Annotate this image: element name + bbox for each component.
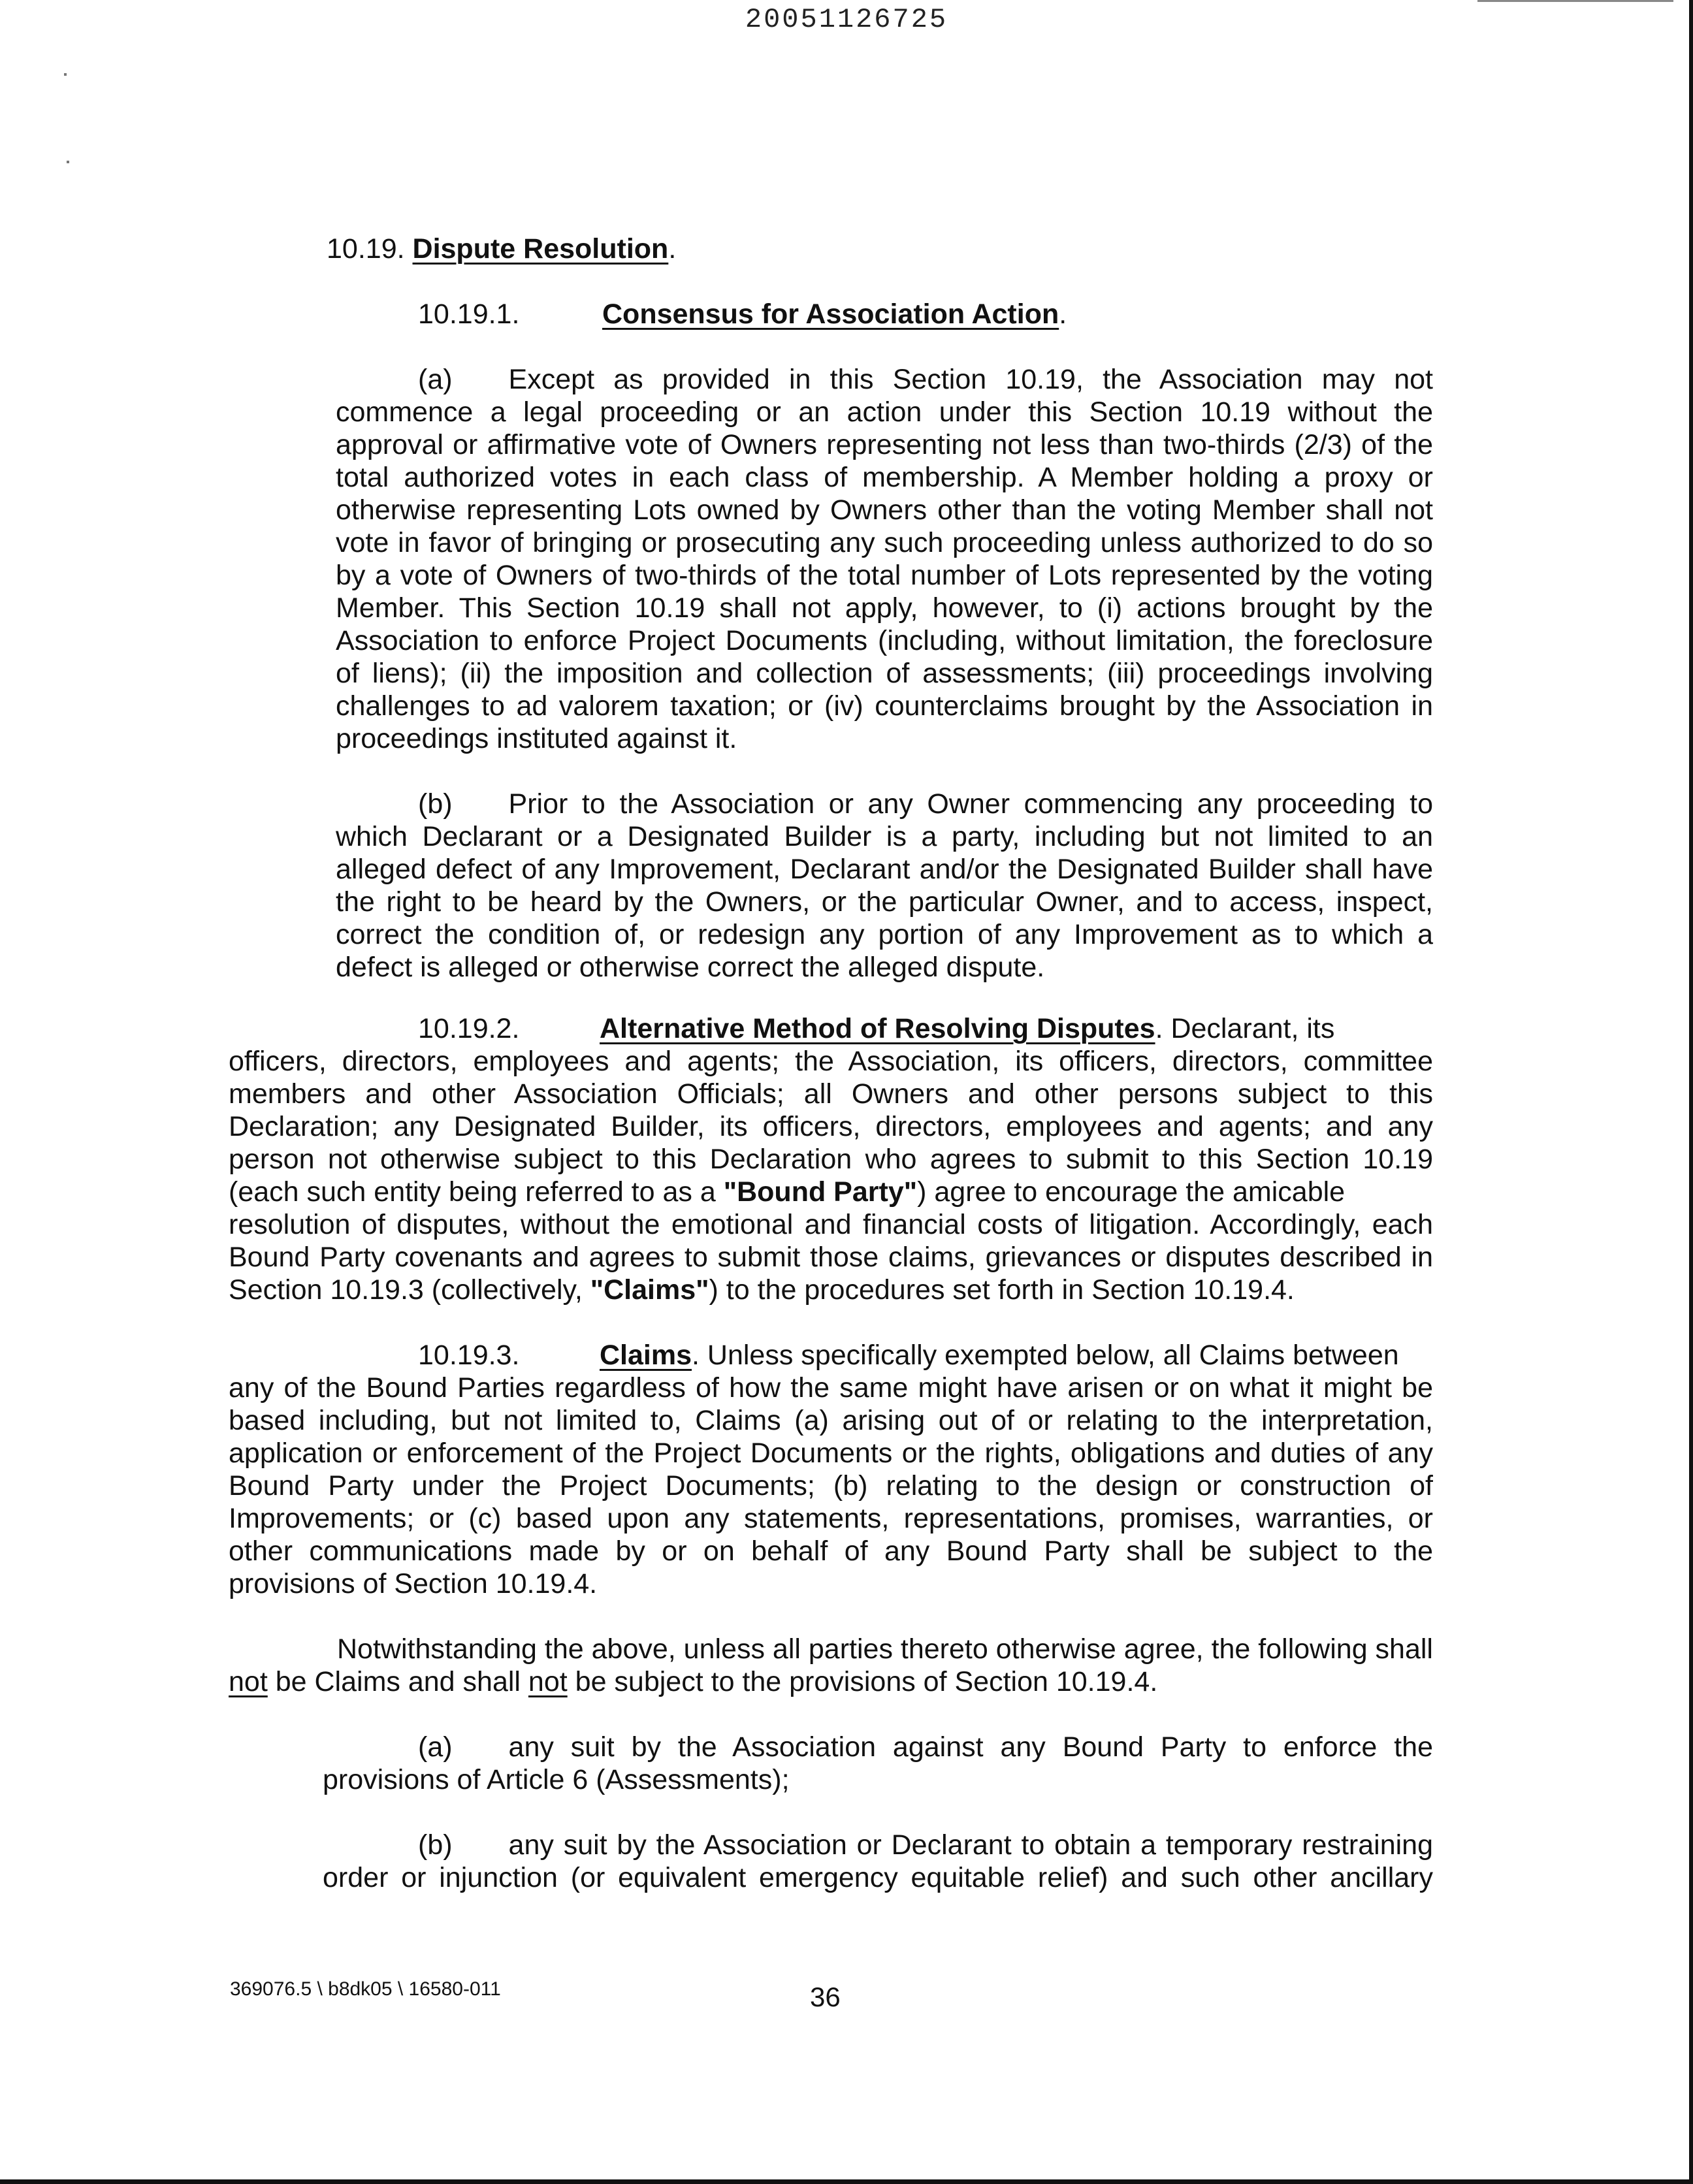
section-title: Alternative Method of Resolving Disputes bbox=[600, 1013, 1155, 1044]
section-title: Claims bbox=[600, 1340, 692, 1371]
paragraph-a-line: proceedings instituted against it. bbox=[336, 723, 737, 754]
paragraph-b-line: the right to be heard by the Owners, or the particular Owner, and to access, inspect, bbox=[336, 886, 1433, 918]
scan-speck bbox=[67, 161, 69, 163]
section-number-10-19-3: 10.19.3. bbox=[418, 1340, 520, 1371]
section-10-19-2-line: (each such entity being referred to as a "Bound Party") agree to encourage the amicable bbox=[229, 1176, 1346, 1208]
section-10-19-3-line: other communications made by or on behalf of any Bound Party shall be subject to the bbox=[229, 1535, 1433, 1567]
section-number-10-19-2: 10.19.2. bbox=[418, 1013, 520, 1044]
section-10-19-2-line: person not otherwise subject to this Declaration who agrees to submit to this Section 10.19 bbox=[229, 1144, 1433, 1175]
section-title: Consensus for Association Action bbox=[602, 298, 1059, 330]
paragraph-a-line: commence a legal proceeding or an action under this Section 10.19 without the bbox=[336, 396, 1433, 428]
scan-edge-mark bbox=[1477, 0, 1673, 2]
section-10-19-3-line: provisions of Section 10.19.4. bbox=[229, 1568, 598, 1599]
page-number: 36 bbox=[810, 1982, 841, 2012]
defined-term-claims: "Claims" bbox=[590, 1274, 709, 1306]
scan-border-bottom bbox=[0, 2179, 1693, 2184]
section-10-19-2-line: officers, directors, employees and agents; the Association, its officers, directors, committee bbox=[229, 1046, 1433, 1077]
paragraph-b-line: alleged defect of any Improvement, Declarant and/or the Designated Builder shall have bbox=[336, 854, 1433, 885]
paragraph-b-line: which Declarant or a Designated Builder is a party, including but not limited to an bbox=[336, 821, 1433, 852]
paragraph-a-line: of liens); (ii) the imposition and collection of assessments; (iii) proceedings involving bbox=[336, 658, 1433, 689]
document-number: 20051126725 bbox=[745, 4, 948, 35]
section-10-19-3-line: any of the Bound Parties regardless of how the same might have arisen or on what it might be bbox=[229, 1372, 1433, 1404]
scan-border-right bbox=[1689, 0, 1693, 2184]
section-10-19-3-line: Improvements; or (c) based upon any statements, representations, promises, warranties, or bbox=[229, 1503, 1433, 1534]
section-10-19-2-line: members and other Association Officials; all Owners and other persons subject to this bbox=[229, 1078, 1433, 1110]
section-10-19-3-line: based including, but not limited to, Claims (a) arising out of or relating to the interpretation, bbox=[229, 1405, 1433, 1436]
section-10-19-3-line: application or enforcement of the Project Documents or the rights, obligations and duties of any bbox=[229, 1437, 1433, 1469]
section-10-19-3-line: Bound Party under the Project Documents; (b) relating to the design or construction of bbox=[229, 1470, 1433, 1502]
exemption-b-line: (b) any suit by the Association or Declarant to obtain a temporary restraining bbox=[418, 1829, 1433, 1861]
section-10-19-2-first-line: Alternative Method of Resolving Disputes. Declarant, its bbox=[600, 1013, 1335, 1044]
paragraph-a-line: (a) Except as provided in this Section 10.19, the Association may not bbox=[418, 364, 1433, 395]
exemption-a-line: (a) any suit by the Association against any Bound Party to enforce the bbox=[418, 1731, 1433, 1763]
notwithstanding-line: not be Claims and shall not be subject to the provisions of Section 10.19.4. bbox=[229, 1666, 1158, 1697]
exemption-b-line: order or injunction (or equivalent emergency equitable relief) and such other ancillary bbox=[323, 1862, 1433, 1893]
section-10-19-3-first-line: Claims. Unless specifically exempted below, all Claims between bbox=[600, 1340, 1399, 1371]
section-heading-10-19-1 bbox=[418, 298, 519, 330]
paragraph-a-line: challenges to ad valorem taxation; or (iv) counterclaims brought by the Association in bbox=[336, 690, 1433, 722]
paragraph-a-line: by a vote of Owners of two-thirds of the total number of Lots represented by the voting bbox=[336, 560, 1433, 591]
section-number: 10.19. bbox=[327, 233, 405, 265]
defined-term-bound-party: "Bound Party" bbox=[723, 1176, 918, 1208]
exemption-a-line: provisions of Article 6 (Assessments); bbox=[323, 1764, 790, 1795]
footer-document-id: 369076.5 \ b8dk05 \ 16580-011 bbox=[230, 1978, 501, 2000]
section-10-19-2-line: Declaration; any Designated Builder, its officers, directors, employees and agents; and any bbox=[229, 1111, 1433, 1142]
paragraph-a-line: approval or affirmative vote of Owners representing not less than two-thirds (2/3) of the bbox=[336, 429, 1433, 460]
section-number: 10.19.1. bbox=[418, 298, 520, 330]
paragraph-b-line: defect is alleged or otherwise correct the alleged dispute. bbox=[336, 952, 1045, 983]
section-10-19-2-line: Bound Party covenants and agrees to submit those claims, grievances or disputes described in bbox=[229, 1242, 1433, 1273]
section-title: Dispute Resolution bbox=[412, 233, 669, 265]
paragraph-a-line: Association to enforce Project Documents (including, without limitation, the foreclosure bbox=[336, 625, 1433, 656]
notwithstanding-line: Notwithstanding the above, unless all parties thereto otherwise agree, the following shall bbox=[337, 1633, 1433, 1665]
paragraph-a-line: total authorized votes in each class of membership. A Member holding a proxy or bbox=[336, 462, 1433, 493]
section-10-19-2-line: Section 10.19.3 (collectively, "Claims") to the procedures set forth in Section 10.19.4. bbox=[229, 1274, 1295, 1306]
paragraph-a-line: Member. This Section 10.19 shall not apply, however, to (i) actions brought by the bbox=[336, 592, 1433, 624]
scan-speck bbox=[64, 73, 67, 76]
paragraph-b-line: correct the condition of, or redesign any portion of any Improvement as to which a bbox=[336, 919, 1433, 950]
paragraph-b-line: (b) Prior to the Association or any Owner commencing any proceeding to bbox=[418, 788, 1433, 820]
section-heading-10-19: 10.19. Dispute Resolution. bbox=[327, 233, 677, 265]
section-title-10-19-1: Consensus for Association Action. bbox=[602, 298, 1067, 330]
paragraph-a-line: otherwise representing Lots owned by Owners other than the voting Member shall not bbox=[336, 494, 1433, 526]
section-10-19-2-line: resolution of disputes, without the emotional and financial costs of litigation. Accordingly, each bbox=[229, 1209, 1433, 1240]
paragraph-a-line: vote in favor of bringing or prosecuting any such proceeding unless authorized to do so bbox=[336, 527, 1433, 558]
